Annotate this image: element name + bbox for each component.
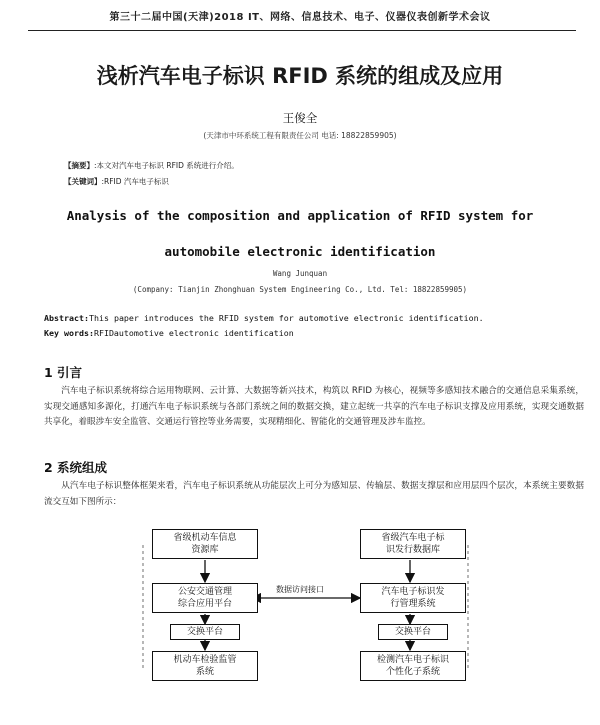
english-keywords-label: Key words: xyxy=(44,328,94,338)
english-title-line1: Analysis of the composition and application of RFID system for xyxy=(66,208,534,223)
box-traffic-platform: 公安交通管理 综合应用平台 xyxy=(152,583,258,613)
keywords-cn-label: 【关键词】 xyxy=(64,177,102,186)
box-provincial-vehicle-db: 省级机动车信息 资源库 xyxy=(152,529,258,559)
data-interface-label: 数据访问接口 xyxy=(276,585,324,594)
author-affiliation: (天津市中环系统工程有限责任公司 电话: 18822859905) xyxy=(203,131,397,140)
english-author: Wang Junquan xyxy=(272,269,328,278)
abstract-cn-label: 【摘要】 xyxy=(64,161,94,170)
box-provincial-etag-db: 省级汽车电子标 识发行数据库 xyxy=(360,529,466,559)
abstract-cn-text: :本文对汽车电子标识 RFID 系统进行介绍。 xyxy=(94,161,239,170)
box-etag-issuance: 汽车电子标识发 行管理系统 xyxy=(360,583,466,613)
paper-title: 浅析汽车电子标识 RFID 系统的组成及应用 xyxy=(96,64,504,88)
conference-header: 第三十二届中国(天津)2018 IT、网络、信息技术、电子、仪器仪表创新学术会议 xyxy=(109,12,491,23)
keywords-cn-text: :RFID 汽车电子标识 xyxy=(101,177,169,186)
english-abstract-text: This paper introduces the RFID system for automotive electronic identification. xyxy=(88,313,484,323)
section2-body: 从汽车电子标识整体框架来看，汽车电子标识系统从功能层次上可分为感知层、传输层、数据支撑层和应用层四个层次，本系统主要数据流交互如下图所示： xyxy=(44,481,584,507)
box-etag-subsystem: 检测汽车电子标识 个性化子系统 xyxy=(360,651,466,681)
section2-heading: 2 系统组成 xyxy=(44,460,108,475)
box-left-exchange: 交换平台 xyxy=(170,624,240,640)
box-right-exchange: 交换平台 xyxy=(378,624,448,640)
author-name: 王俊全 xyxy=(282,111,318,125)
english-keywords-text: RFIDautomotive electronic identification xyxy=(93,328,294,338)
english-abstract-label: Abstract: xyxy=(44,313,89,323)
section1-heading: 1 引言 xyxy=(44,365,83,380)
box-vehicle-inspection: 机动车检验监管 系统 xyxy=(152,651,258,681)
english-title-line2: automobile electronic identification xyxy=(164,244,436,259)
english-affiliation: (Company: Tianjin Zhonghuan System Engineering Co., Ltd. Tel: 18822859905) xyxy=(132,285,468,294)
section1-body: 汽车电子标识系统将综合运用物联网、云计算、大数据等新兴技术，构筑以 RFID 为核心，视频等多感知技术融合的交通信息采集系统，实现交通感知多源化，打通汽车电子标识系统与各部门系统之间的数据交换，建立起统一共享的汽车电子标识支撑及应用系统，实现交通数据共享化，着眼涉车安全监管、交通运行管控等业务需要，实现精细化、智能化的交通管理及涉车监控。 xyxy=(44,386,584,427)
